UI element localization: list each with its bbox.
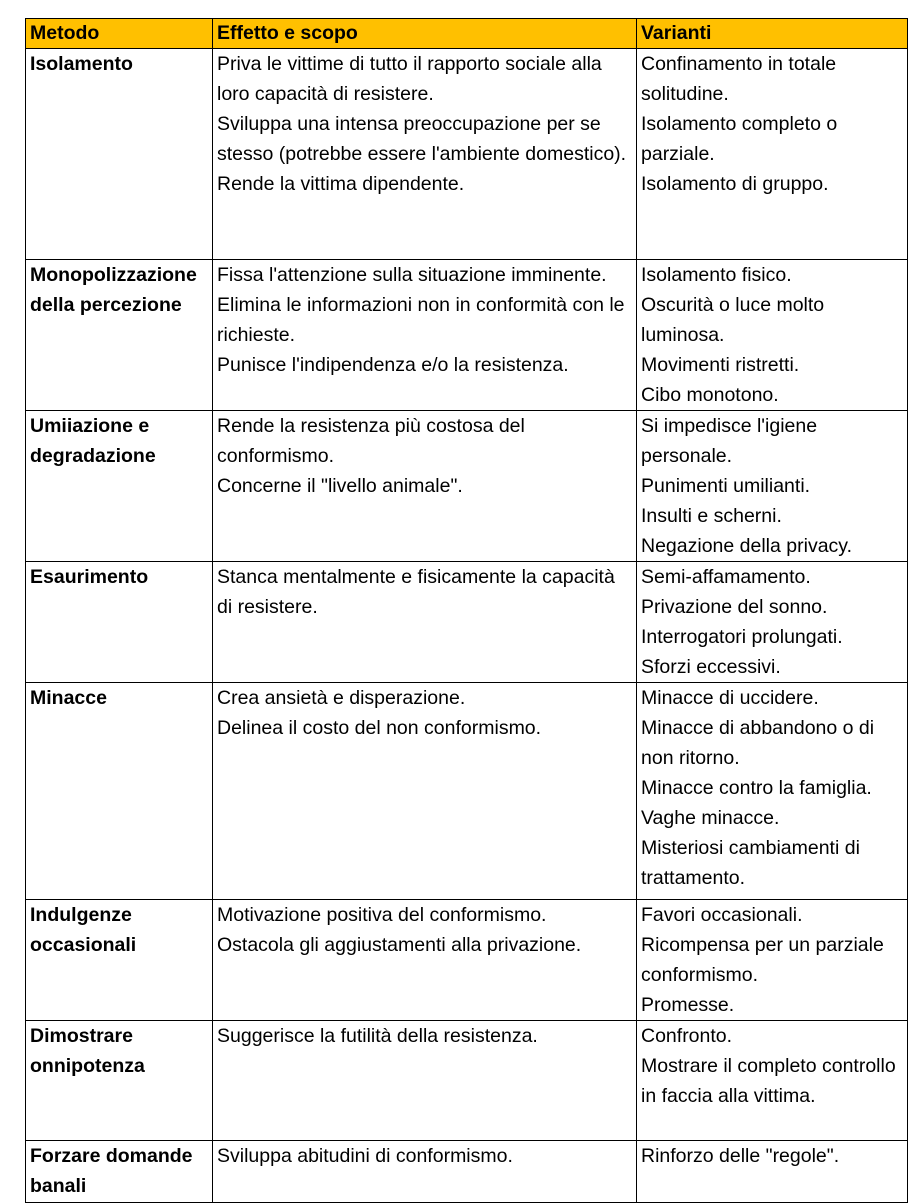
- effect-line: Sviluppa una intensa preoccupazione per se stesso (potrebbe essere l'ambiente domestico).: [217, 113, 627, 165]
- variants-cell: [637, 1141, 908, 1203]
- effect-line: Ostacola gli aggiustamenti alla privazione.: [217, 934, 582, 956]
- variant-line: Vaghe minacce.: [641, 807, 780, 829]
- effect-line: Elimina le informazioni non in conformità con le richieste.: [217, 294, 625, 346]
- effect-cell: [213, 49, 637, 260]
- table-body: [26, 49, 908, 1203]
- effect-line: Motivazione positiva del conformismo.: [217, 904, 547, 926]
- header-row: [26, 19, 908, 49]
- variant-line: Minacce di uccidere.: [641, 687, 819, 709]
- variants-cell: [637, 260, 908, 411]
- variants-cell: [637, 411, 908, 562]
- table-row: [26, 49, 908, 260]
- table-row: [26, 411, 908, 562]
- variant-line: Punimenti umilianti.: [641, 475, 811, 497]
- variant-line: Cibo monotono.: [641, 384, 779, 406]
- variant-line: Negazione della privacy.: [641, 535, 853, 557]
- method-cell: Monopolizzazione della percezione: [26, 260, 213, 411]
- variant-line: Isolamento completo o parziale.: [641, 113, 838, 165]
- effect-line: Crea ansietà e disperazione.: [217, 687, 466, 709]
- variant-line: Insulti e scherni.: [641, 505, 782, 527]
- effect-line: Suggerisce la futilità della resistenza.: [217, 1025, 538, 1047]
- table-row: [26, 900, 908, 1021]
- variant-line: Minacce di abbandono o di non ritorno.: [641, 717, 875, 769]
- variants-cell: [637, 1021, 908, 1141]
- methods-table: [25, 18, 908, 1203]
- effect-cell: [213, 411, 637, 562]
- effect-line: Delinea il costo del non conformismo.: [217, 717, 542, 739]
- table-header: [26, 19, 908, 49]
- effect-cell: [213, 1021, 637, 1141]
- variant-line: Sforzi eccessivi.: [641, 656, 781, 678]
- effect-line: Sviluppa abitudini di conformismo.: [217, 1145, 513, 1167]
- variant-line: Favori occasionali.: [641, 904, 803, 926]
- variant-line: Isolamento fisico.: [641, 264, 792, 286]
- effect-line: Punisce l'indipendenza e/o la resistenza.: [217, 354, 569, 376]
- effect-cell: [213, 562, 637, 683]
- variant-line: Isolamento di gruppo.: [641, 173, 829, 195]
- effect-line: Concerne il "livello animale".: [217, 475, 463, 497]
- effect-cell: [213, 260, 637, 411]
- effect-line: Rende la vittima dipendente.: [217, 173, 465, 195]
- variant-line: Privazione del sonno.: [641, 596, 828, 618]
- variant-line: Oscurità o luce molto luminosa.: [641, 294, 825, 346]
- effect-line: Stanca mentalmente e fisicamente la capacità di resistere.: [217, 566, 615, 618]
- variant-line: Ricompensa per un parziale conformismo.: [641, 934, 884, 986]
- header-method: Metodo: [26, 19, 213, 49]
- method-cell: Dimostrare onnipotenza: [26, 1021, 213, 1141]
- variant-line: Confinamento in totale solitudine.: [641, 53, 837, 105]
- effect-cell: [213, 900, 637, 1021]
- variant-line: Promesse.: [641, 994, 735, 1016]
- variant-line: Mostrare il completo controllo in faccia alla vittima.: [641, 1055, 896, 1107]
- header-effect: Effetto e scopo: [213, 19, 637, 49]
- variant-line: Interrogatori prolungati.: [641, 626, 843, 648]
- variant-line: Semi-affamamento.: [641, 566, 811, 588]
- variant-line: Si impedisce l'igiene personale.: [641, 415, 818, 467]
- variant-line: Minacce contro la famiglia.: [641, 777, 872, 799]
- effect-cell: [213, 1141, 637, 1203]
- method-cell: Esaurimento: [26, 562, 213, 683]
- variant-line: Confronto.: [641, 1025, 733, 1047]
- effect-line: Fissa l'attenzione sulla situazione imminente.: [217, 264, 607, 286]
- method-cell: Forzare domande banali: [26, 1141, 213, 1203]
- table-row: [26, 1141, 908, 1203]
- method-cell: Umiiazione e degradazione: [26, 411, 213, 562]
- variants-cell: [637, 683, 908, 900]
- table-row: [26, 683, 908, 900]
- header-variants: Varianti: [637, 19, 908, 49]
- effect-line: Rende la resistenza più costosa del conformismo.: [217, 415, 525, 467]
- variant-line: Rinforzo delle "regole".: [641, 1145, 840, 1167]
- table-row: [26, 260, 908, 411]
- table-row: [26, 562, 908, 683]
- method-cell: Indulgenze occasionali: [26, 900, 213, 1021]
- variants-cell: [637, 900, 908, 1021]
- method-cell: Minacce: [26, 683, 213, 900]
- variants-cell: [637, 562, 908, 683]
- effect-cell: [213, 683, 637, 900]
- method-cell: Isolamento: [26, 49, 213, 260]
- variant-line: Movimenti ristretti.: [641, 354, 800, 376]
- effect-line: Priva le vittime di tutto il rapporto sociale alla loro capacità di resistere.: [217, 53, 602, 105]
- variant-line: Misteriosi cambiamenti di trattamento.: [641, 837, 860, 889]
- table-row: [26, 1021, 908, 1141]
- variants-cell: [637, 49, 908, 260]
